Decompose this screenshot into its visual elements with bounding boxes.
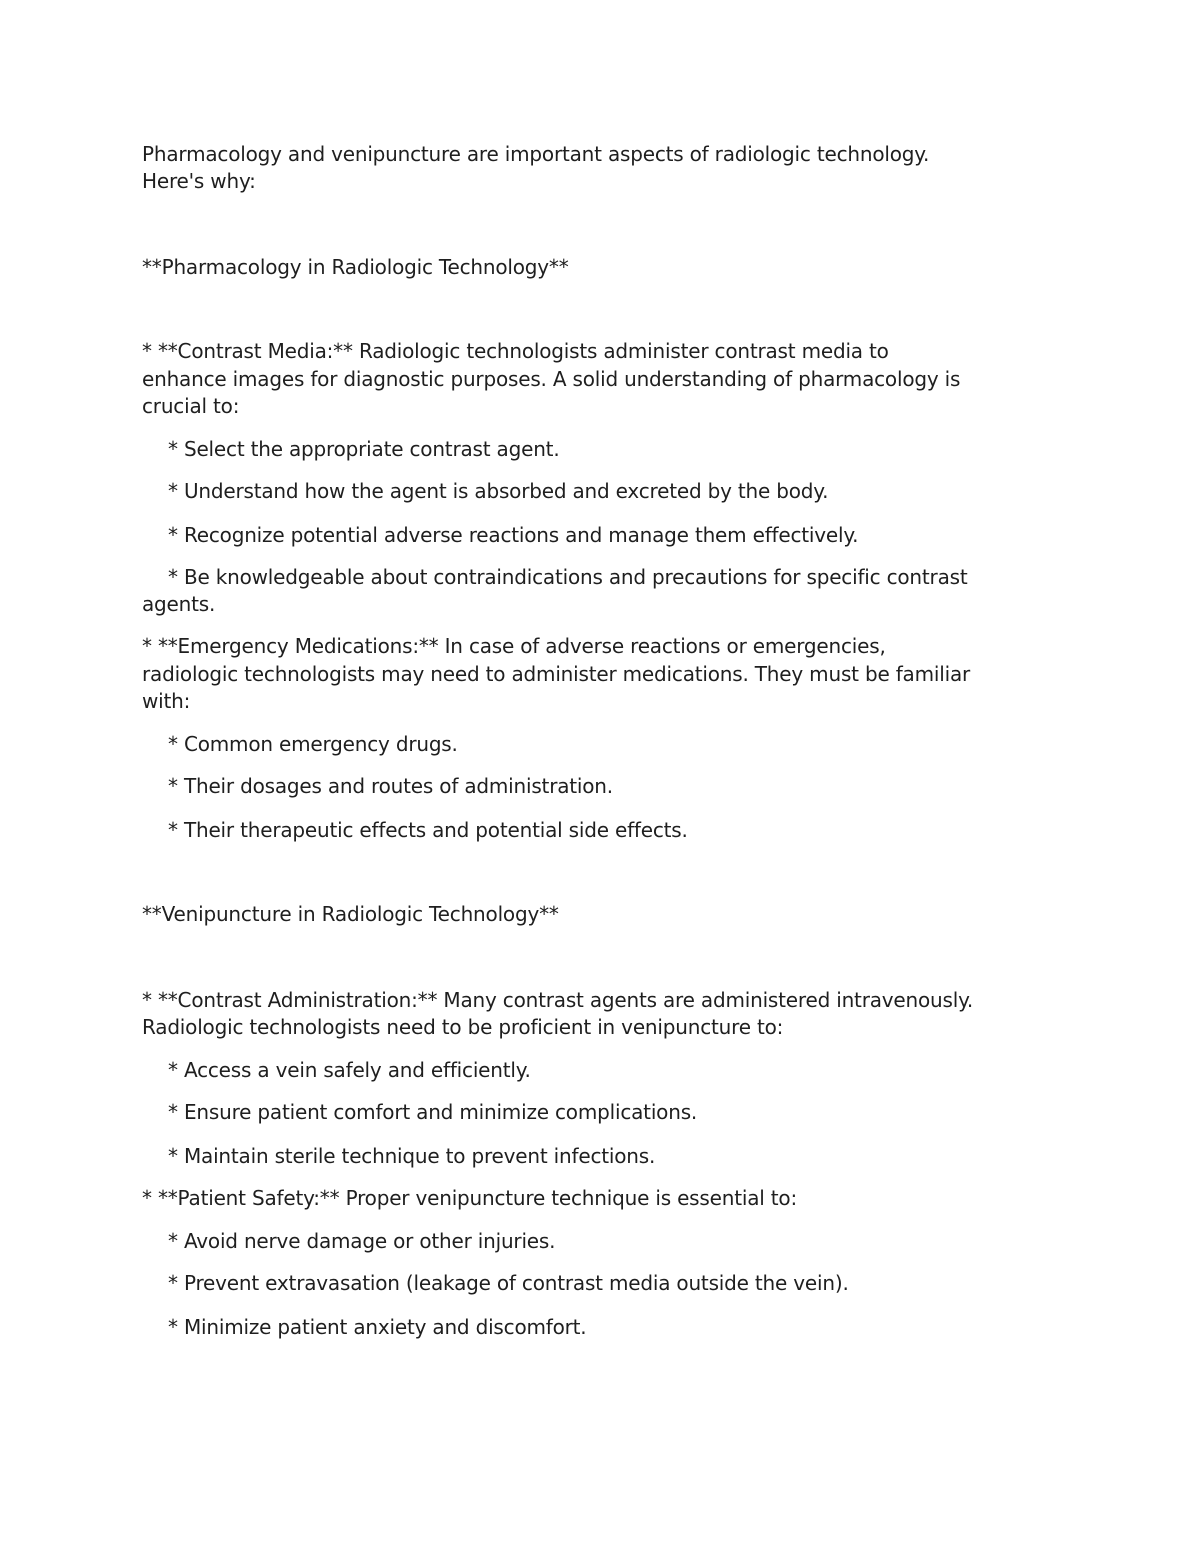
contrast-media-paragraph: enhance images for diagnostic purposes. A solid understanding of pharmacology is (142, 367, 961, 391)
contrast-administration-paragraph: * **Contrast Administration:** Many contrast agents are administered intravenously. (142, 988, 974, 1012)
list-item: * Avoid nerve damage or other injuries. (168, 1229, 556, 1253)
emergency-medications-paragraph: with: (142, 689, 191, 713)
emergency-medications-paragraph: * **Emergency Medications:** In case of adverse reactions or emergencies, (142, 634, 886, 658)
section-heading-venipuncture: **Venipuncture in Radiologic Technology** (142, 902, 559, 926)
list-item: * Their therapeutic effects and potential side effects. (168, 818, 688, 842)
intro-line: Pharmacology and venipuncture are important aspects of radiologic technology. (142, 142, 930, 166)
list-item: * Access a vein safely and efficiently. (168, 1058, 531, 1082)
list-item: * Be knowledgeable about contraindications and precautions for specific contrast (168, 565, 968, 589)
list-item: * Prevent extravasation (leakage of contrast media outside the vein). (168, 1271, 849, 1295)
emergency-medications-paragraph: radiologic technologists may need to administer medications. They must be familiar (142, 662, 971, 686)
list-item-continuation: agents. (142, 592, 216, 616)
list-item: * Understand how the agent is absorbed and excreted by the body. (168, 479, 829, 503)
list-item: * Select the appropriate contrast agent. (168, 437, 560, 461)
contrast-administration-paragraph: Radiologic technologists need to be proficient in venipuncture to: (142, 1015, 784, 1039)
contrast-media-paragraph: * **Contrast Media:** Radiologic technologists administer contrast media to (142, 339, 889, 363)
list-item: * Ensure patient comfort and minimize complications. (168, 1100, 698, 1124)
list-item: * Recognize potential adverse reactions and manage them effectively. (168, 523, 859, 547)
list-item: * Maintain sterile technique to prevent infections. (168, 1144, 656, 1168)
contrast-media-paragraph: crucial to: (142, 394, 240, 418)
list-item: * Their dosages and routes of administration. (168, 774, 613, 798)
patient-safety-paragraph: * **Patient Safety:** Proper venipuncture technique is essential to: (142, 1186, 797, 1210)
list-item: * Minimize patient anxiety and discomfort. (168, 1315, 587, 1339)
section-heading-pharmacology: **Pharmacology in Radiologic Technology** (142, 255, 569, 279)
intro-line: Here's why: (142, 169, 256, 193)
list-item: * Common emergency drugs. (168, 732, 458, 756)
